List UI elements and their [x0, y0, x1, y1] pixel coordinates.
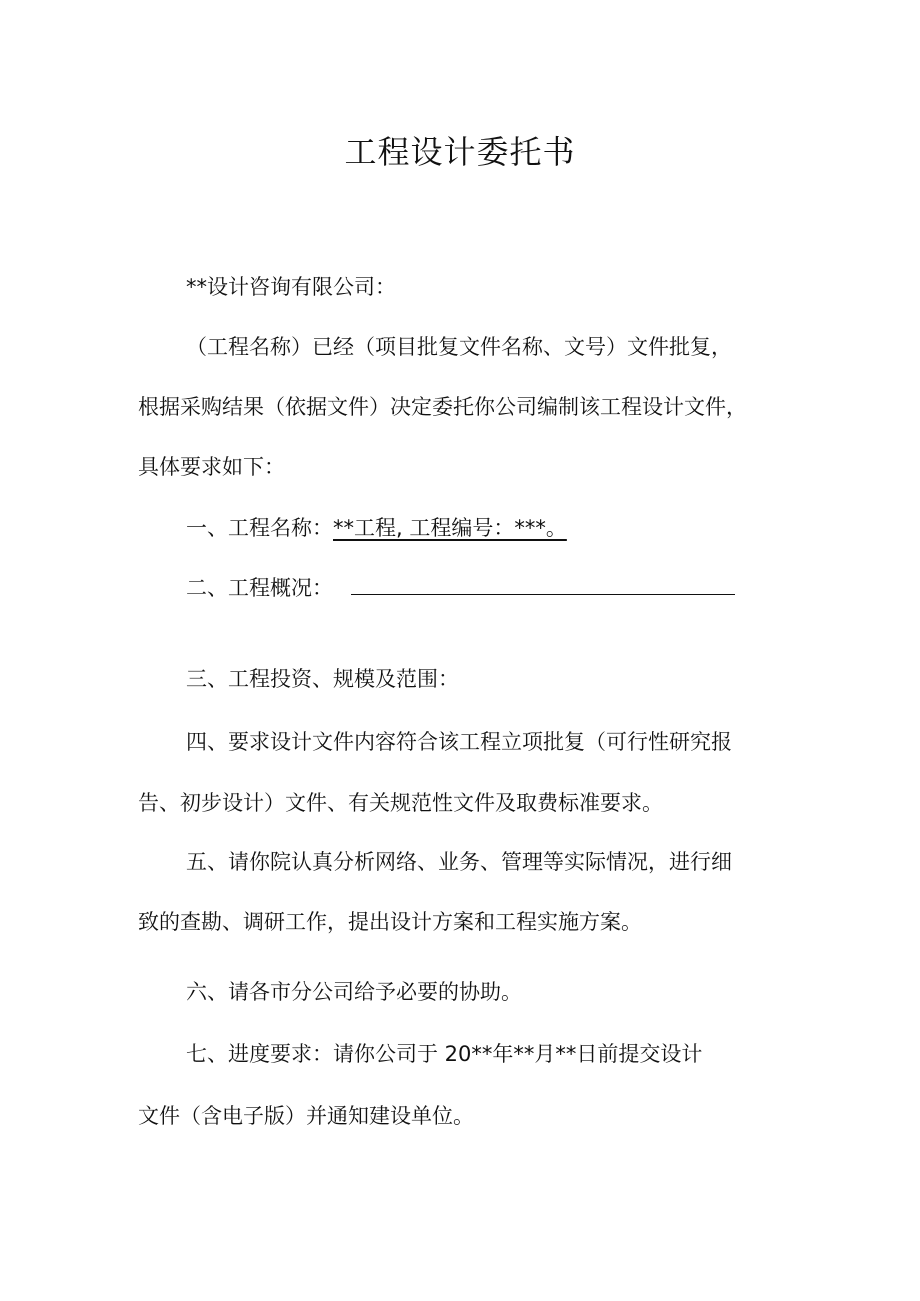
item-7-line-1: 七、进度要求：请你公司于 20**年**月**日前提交设计 — [186, 1042, 703, 1066]
item-5-line-1: 五、请你院认真分析网络、业务、管理等实际情况，进行细 — [186, 850, 732, 874]
item-1-label: 一、工程名称： — [186, 516, 333, 540]
intro-line-3: 具体要求如下： — [138, 455, 285, 479]
intro-line-2: 根据采购结果（依据文件）决定委托你公司编制该工程设计文件， — [138, 395, 747, 419]
item-1-value: **工程, 工程编号：***。 — [333, 516, 567, 540]
item-6: 六、请各市分公司给予必要的协助。 — [186, 980, 522, 1004]
item-2-blank-line — [351, 576, 735, 595]
addressee: **设计咨询有限公司： — [186, 275, 396, 299]
item-1 — [186, 512, 567, 544]
intro-line-1: （工程名称）已经（项目批复文件名称、文号）文件批复， — [186, 335, 732, 359]
item-2 — [186, 572, 735, 604]
item-3: 三、工程投资、规模及范围： — [186, 667, 459, 691]
item-4-line-1: 四、要求设计文件内容符合该工程立项批复（可行性研究报 — [186, 730, 732, 754]
item-4-line-2: 告、初步设计）文件、有关规范性文件及取费标准要求。 — [138, 791, 663, 815]
item-7-line-2: 文件（含电子版）并通知建设单位。 — [138, 1104, 474, 1128]
item-2-label: 二、工程概况： — [186, 576, 333, 600]
document-title: 工程设计委托书 — [344, 133, 576, 171]
item-5-line-2: 致的查勘、调研工作，提出设计方案和工程实施方案。 — [138, 910, 642, 934]
